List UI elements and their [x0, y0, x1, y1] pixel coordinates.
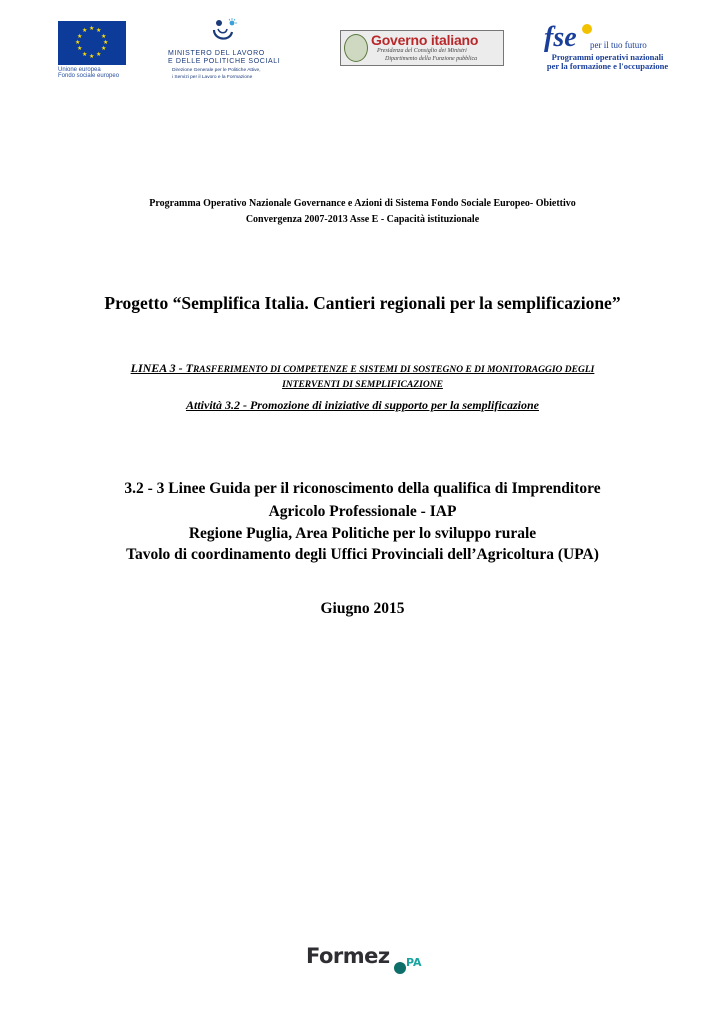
sun-icon	[582, 24, 592, 34]
governo-sub-line2: Dipartimento della Funzione pubblica	[385, 56, 478, 62]
governo-title: Governo italiano	[371, 32, 479, 48]
governo-sub-line1: Presidenza del Consiglio dei Ministri	[377, 48, 467, 54]
fse-tagline: per il tuo futuro	[590, 40, 647, 50]
ministero-title-line1: MINISTERO DEL LAVORO	[168, 50, 265, 57]
programma-line1: Programma Operativo Nazionale Governance e Azioni di Sistema Fondo Sociale Europeo- Obiettivo	[149, 198, 576, 209]
ministero-logo	[168, 18, 288, 90]
ministero-sub-line2: i Servizi per il Lavoro e la Formazione	[172, 74, 253, 80]
formez-pa-logo	[306, 944, 426, 976]
document-title-line2: Agricolo Professionale - IAP	[268, 503, 457, 520]
region-block	[0, 523, 725, 565]
formez-dot-icon	[394, 962, 406, 974]
ministero-sub-line1: Direzione Generale per le Politiche Attive,	[172, 68, 261, 73]
document-date: Giugno 2015	[320, 600, 405, 617]
emblem-icon	[344, 34, 368, 62]
region-line2: Tavolo di coordinamento degli Uffici Provinciali dell’Agricoltura (UPA)	[126, 546, 599, 563]
fse-line2: per la formazione e l'occupazione	[546, 61, 669, 71]
document-title	[0, 477, 725, 523]
linea-line2: INTERVENTI DI SEMPLIFICAZIONE	[282, 380, 443, 390]
linea-heading	[0, 361, 725, 393]
linea-prefix: LINEA 3 - T	[130, 361, 193, 375]
ministero-title-line2: E DELLE POLITICHE SOCIALI	[168, 58, 281, 65]
document-title-line1: 3.2 - 3 Linee Guida per il riconoscimento della qualifica di Imprenditore	[124, 480, 601, 497]
formez-suffix: PA	[406, 956, 422, 969]
fse-mark: fse	[544, 22, 577, 53]
eu-logo-line1: Unione europea	[58, 67, 101, 73]
project-title: Progetto “Semplifica Italia. Cantieri regionali per la semplificazione”	[104, 293, 621, 313]
fse-logo	[540, 22, 675, 77]
fse-line1: Programmi operativi nazionali	[551, 52, 664, 62]
programma-line2: Convergenza 2007-2013 Asse E - Capacità istituzionale	[245, 214, 480, 225]
region-line1: Regione Puglia, Area Politiche per lo sviluppo rurale	[188, 525, 537, 542]
eu-flag-icon: ★ ★ ★ ★ ★ ★ ★ ★ ★ ★ ★ ★	[58, 21, 126, 65]
eu-logo	[58, 21, 126, 78]
programma-header	[0, 196, 725, 228]
governo-italiano-logo	[340, 30, 504, 66]
linea-rest: RASFERIMENTO DI COMPETENZE E SISTEMI DI SOSTEGNO E DI MONITORAGGIO DEGLI	[192, 365, 595, 375]
ministero-figure-icon	[210, 18, 238, 44]
eu-logo-line2: Fondo sociale europeo	[58, 73, 120, 79]
formez-word: Formez	[306, 944, 390, 968]
attivita-heading: Attività 3.2 - Promozione di iniziative di supporto per la semplificazione	[185, 398, 539, 412]
